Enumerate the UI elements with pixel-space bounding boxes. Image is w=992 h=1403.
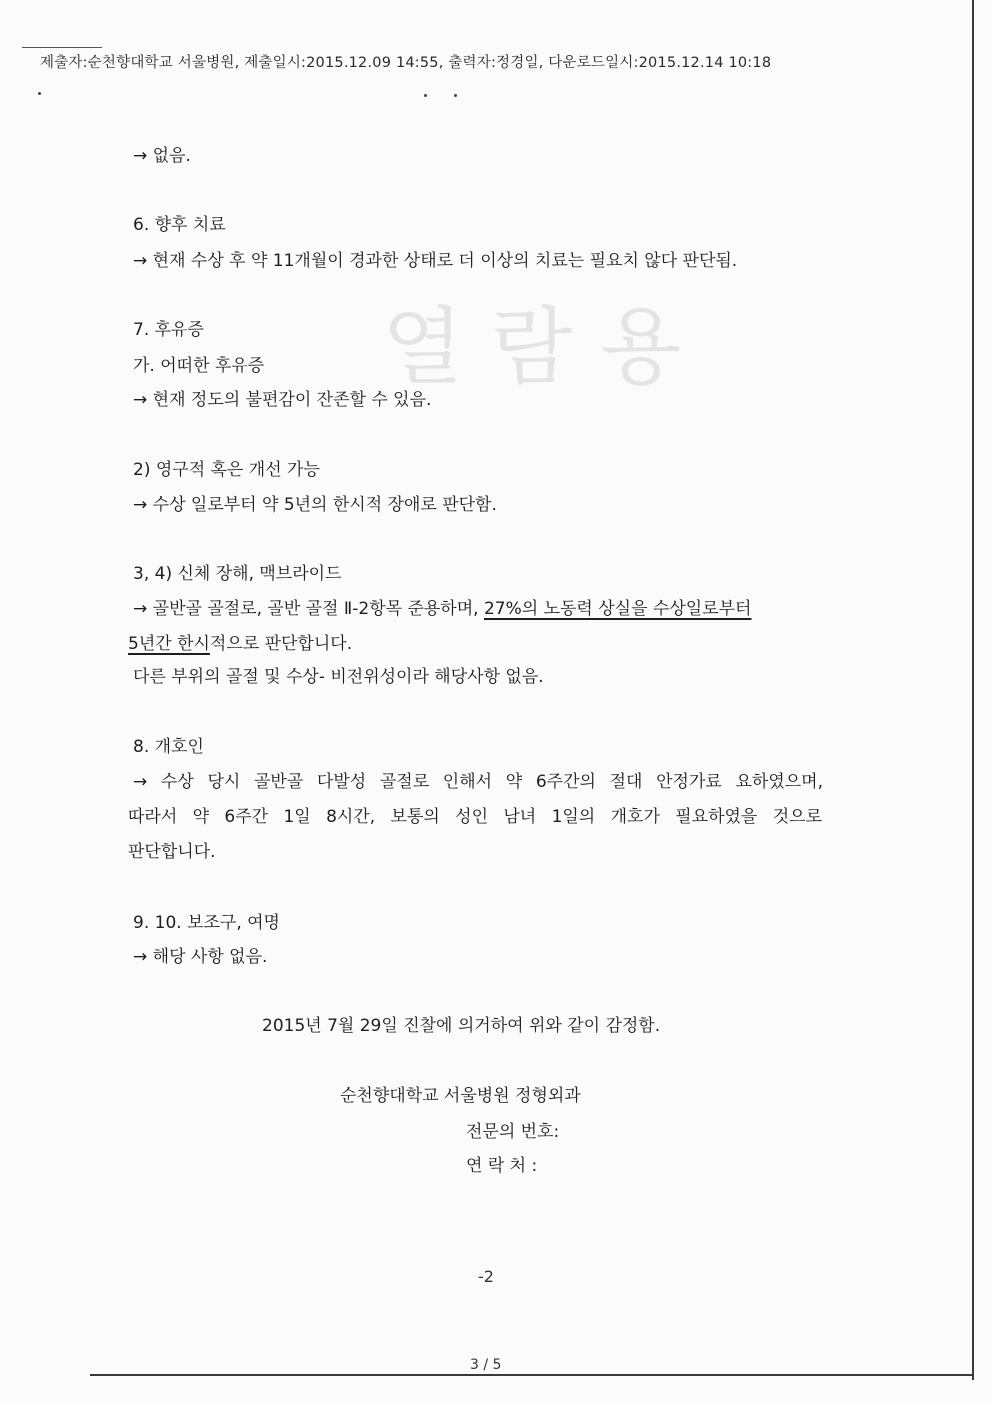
section-7-34-title: 3, 4) 신체 장해, 맥브라이드 — [133, 564, 342, 584]
section-7-34-text-a-plain: → 골반골 골절로, 골반 골절 Ⅱ-2항목 준용하며, — [133, 599, 484, 619]
section-7-title: 7. 후유증 — [133, 320, 204, 340]
scan-speck — [38, 92, 41, 95]
section-7a-text: → 현재 정도의 불편감이 잔존할 수 있음. — [133, 390, 432, 410]
section-7-34-text-a — [133, 598, 823, 620]
section-7-34-text-b-plain: 적으로 판단합니다. — [209, 634, 353, 654]
section-8-title: 8. 개호인 — [133, 737, 204, 757]
section-9-10-text: → 해당 사항 없음. — [133, 947, 268, 967]
section-7-34-text-b-underlined: 5년간 한시 — [128, 634, 210, 654]
contact-label: 연 락 처 : — [466, 1156, 538, 1176]
section-7-2-title: 2) 영구적 혹은 개선 가능 — [133, 460, 320, 480]
section-7-34-text-b — [128, 633, 352, 655]
submission-header: 제출자:순천향대학교 서울병원, 제출일시:2015.12.09 14:55, 출력자:정경일, 다운로드일시:2015.12.14 10:18 — [40, 55, 772, 71]
scan-edge-top — [22, 47, 102, 48]
section-8-text-b: 따라서 약 6주간 1일 8시간, 보통의 성인 남녀 1일의 개호가 필요하였을 것으로 — [128, 807, 822, 827]
section-6-title: 6. 향후 치료 — [133, 215, 226, 235]
section-8-text-a: → 수상 당시 골반골 다발성 골절로 인해서 약 6주간의 절대 안정가료 요하였으며, — [133, 772, 823, 792]
scan-edge-bottom — [90, 1374, 974, 1376]
page-count: 3 / 5 — [470, 1357, 502, 1373]
page-mark: -2 — [478, 1267, 494, 1286]
section-9-10-title: 9. 10. 보조구, 여명 — [133, 913, 280, 933]
section-7-34-text-a-underlined: 27%의 노동력 상실을 수상일로부터 — [483, 599, 752, 619]
doctor-number-label: 전문의 번호: — [466, 1122, 560, 1142]
scan-speck — [454, 94, 457, 97]
section-8-text-c: 판단합니다. — [128, 842, 216, 862]
section-7-2-text: → 수상 일로부터 약 5년의 한시적 장애로 판단함. — [133, 495, 497, 515]
scan-speck — [424, 94, 427, 97]
watermark-stamp: 열람용 — [382, 298, 710, 396]
section-7a-title: 가. 어떠한 후유증 — [133, 356, 265, 376]
assessment-statement: 2015년 7월 29일 진찰에 의거하여 위와 같이 감정함. — [262, 1016, 661, 1036]
section-6-text: → 현재 수상 후 약 11개월이 경과한 상태로 더 이상의 치료는 필요치 않다 판단됨. — [133, 251, 738, 271]
none-line: → 없음. — [133, 146, 191, 166]
hospital-department: 순천향대학교 서울병원 정형외과 — [340, 1086, 581, 1106]
scan-edge-right — [972, 0, 974, 1380]
section-7-34-text-c: 다른 부위의 골절 및 수상- 비전위성이라 해당사항 없음. — [133, 667, 544, 687]
